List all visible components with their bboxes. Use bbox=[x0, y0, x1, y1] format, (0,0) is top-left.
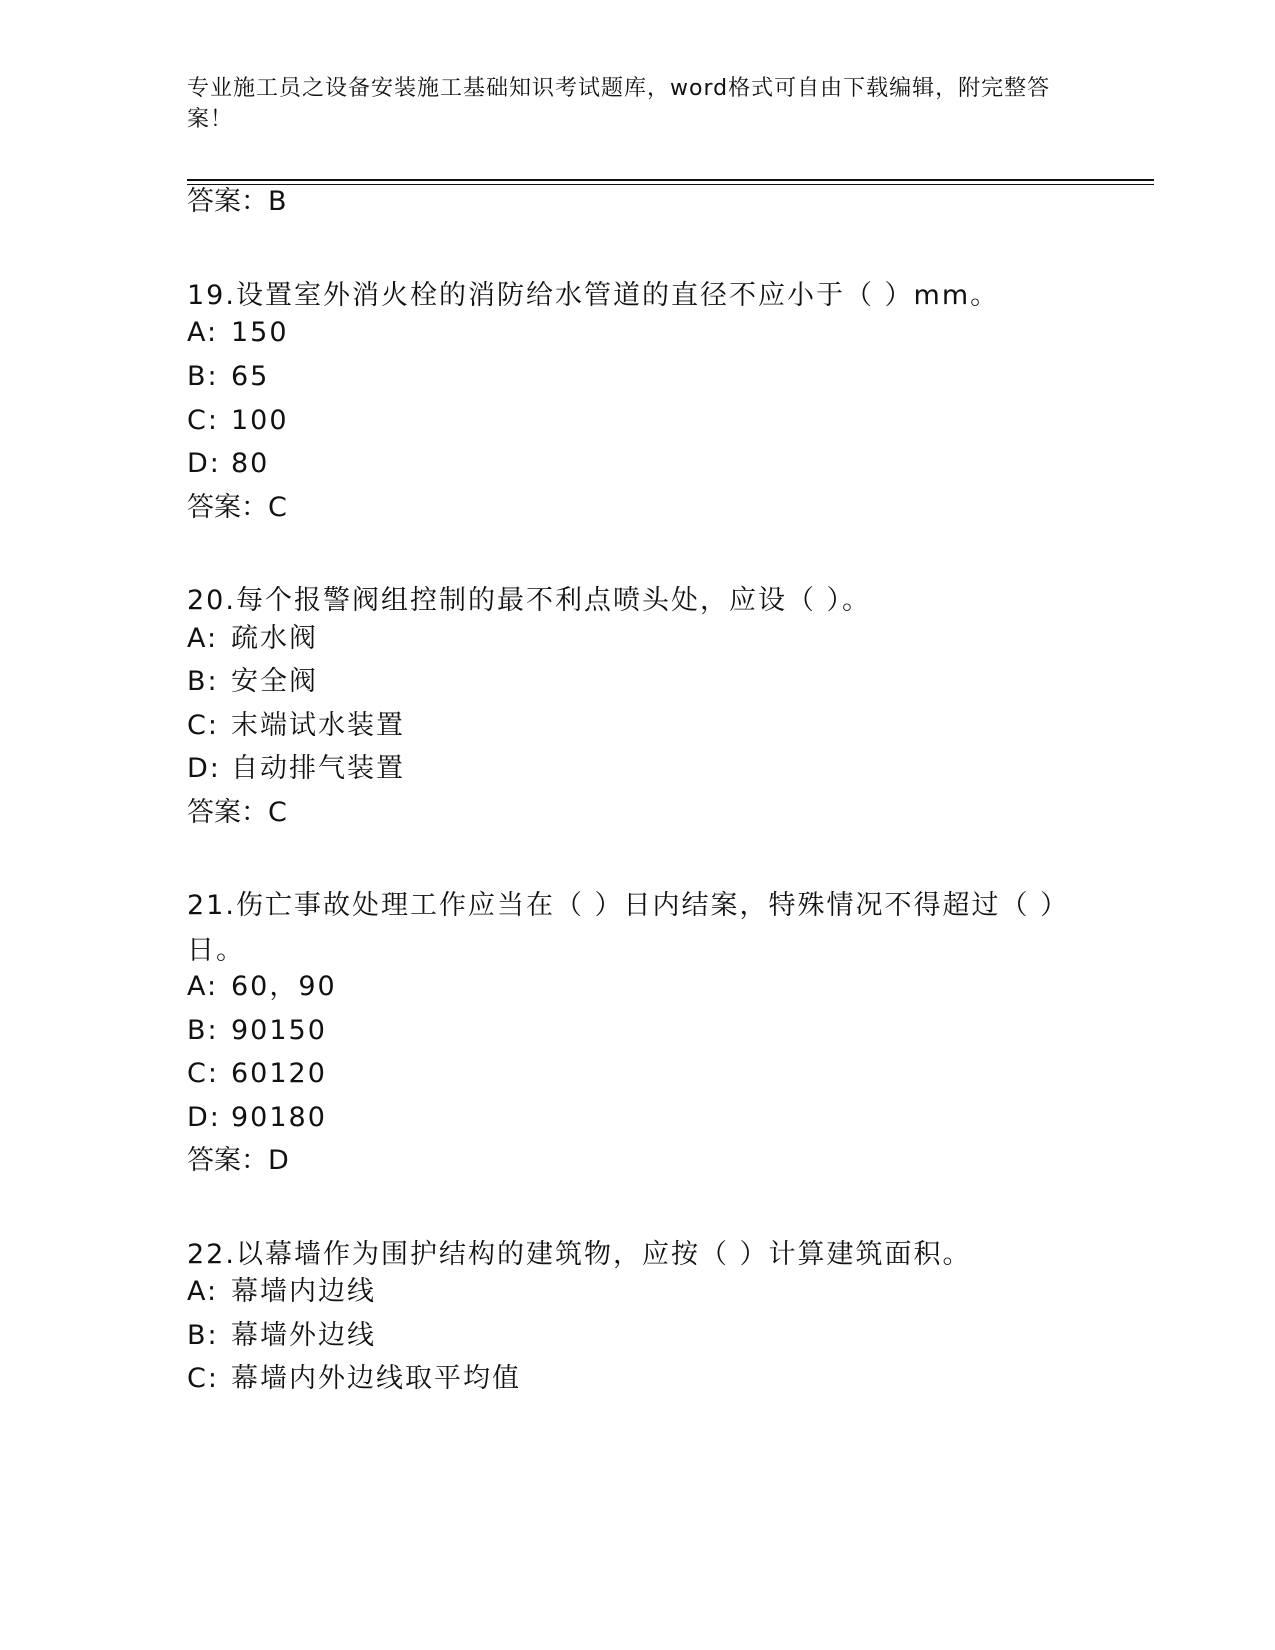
answer-value: B bbox=[268, 186, 287, 217]
option-key: C: bbox=[187, 1363, 219, 1394]
question-20-option-b bbox=[187, 665, 318, 699]
question-19-stem: 19.设置室外消火栓的消防给水管道的直径不应小于（ ）mm。 bbox=[187, 280, 1000, 311]
option-key: D: bbox=[187, 448, 221, 479]
question-19-option-a bbox=[187, 316, 289, 350]
option-text: 80 bbox=[231, 448, 270, 479]
question-22-option-a bbox=[187, 1275, 376, 1309]
option-key: D: bbox=[187, 1102, 221, 1133]
question-22-option-c bbox=[187, 1362, 521, 1396]
option-key: D: bbox=[187, 753, 221, 784]
option-key: B: bbox=[187, 1015, 219, 1046]
option-text: 90180 bbox=[231, 1102, 327, 1133]
question-20-option-d bbox=[187, 752, 405, 786]
question-19-option-c bbox=[187, 404, 289, 438]
question-20-option-a bbox=[187, 622, 318, 656]
option-key: C: bbox=[187, 1058, 219, 1089]
option-key: B: bbox=[187, 361, 219, 392]
option-text: 幕墙内外边线取平均值 bbox=[231, 1363, 521, 1394]
option-key: C: bbox=[187, 710, 219, 741]
option-text: 60，90 bbox=[231, 971, 337, 1002]
question-22-stem: 22.以幕墙作为围护结构的建筑物，应按（ ）计算建筑面积。 bbox=[187, 1239, 972, 1270]
option-text: 幕墙外边线 bbox=[231, 1320, 376, 1351]
question-21-option-b bbox=[187, 1014, 327, 1048]
question-21-option-a bbox=[187, 970, 337, 1004]
option-text: 安全阀 bbox=[231, 666, 318, 697]
option-key: A: bbox=[187, 623, 219, 654]
question-21-option-d bbox=[187, 1101, 327, 1135]
question-21-stem: 21.伤亡事故处理工作应当在（ ）日内结案，特殊情况不得超过（ ）日。 bbox=[187, 890, 1056, 966]
answer-label: 答案： bbox=[187, 186, 268, 217]
option-text: 幕墙内边线 bbox=[231, 1276, 376, 1307]
question-20-stem: 20.每个报警阀组控制的最不利点喷头处，应设（ ）。 bbox=[187, 585, 872, 616]
answer-line-prev bbox=[187, 185, 287, 219]
option-text: 90150 bbox=[231, 1015, 327, 1046]
header-rule-thick bbox=[187, 179, 1154, 181]
option-text: 60120 bbox=[231, 1058, 327, 1089]
question-21-answer bbox=[187, 1144, 289, 1178]
answer-label: 答案： bbox=[187, 797, 268, 828]
question-20-option-c bbox=[187, 709, 405, 743]
option-text: 65 bbox=[231, 361, 270, 392]
answer-value: C bbox=[268, 797, 287, 828]
answer-label: 答案： bbox=[187, 492, 268, 523]
option-text: 自动排气装置 bbox=[231, 753, 405, 784]
question-20-answer bbox=[187, 796, 287, 830]
header-rule-thin bbox=[187, 184, 1154, 185]
question-19-answer bbox=[187, 491, 287, 525]
option-key: B: bbox=[187, 1320, 219, 1351]
answer-value: C bbox=[268, 492, 287, 523]
question-21-option-c bbox=[187, 1057, 327, 1091]
option-text: 疏水阀 bbox=[231, 623, 318, 654]
answer-label: 答案： bbox=[187, 1145, 268, 1176]
option-text: 末端试水装置 bbox=[231, 710, 405, 741]
question-19-option-b bbox=[187, 360, 269, 394]
document-header: 专业施工员之设备安装施工基础知识考试题库，word格式可自由下载编辑，附完整答案！ bbox=[187, 76, 1051, 132]
option-key: A: bbox=[187, 1276, 219, 1307]
option-key: B: bbox=[187, 666, 219, 697]
option-text: 150 bbox=[231, 317, 289, 348]
answer-value: D bbox=[268, 1145, 289, 1176]
question-22-option-b bbox=[187, 1319, 376, 1353]
option-key: A: bbox=[187, 971, 219, 1002]
option-text: 100 bbox=[231, 405, 289, 436]
option-key: A: bbox=[187, 317, 219, 348]
option-key: C: bbox=[187, 405, 219, 436]
question-19-option-d bbox=[187, 447, 269, 481]
